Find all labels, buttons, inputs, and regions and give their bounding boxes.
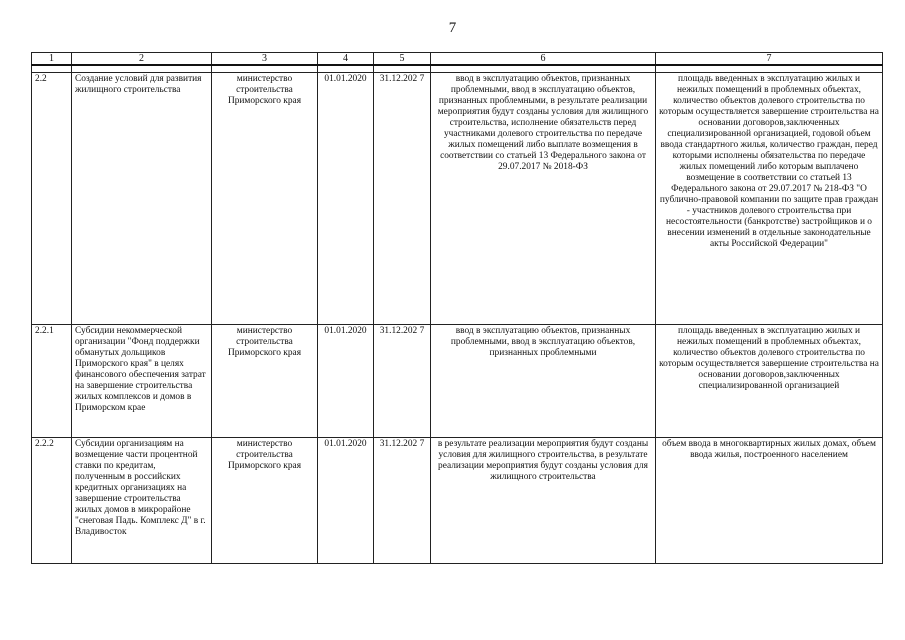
- activity-name: Субсидии организациям на возмещение части процентной ставки по кредитам, полученным в российских кредитных организациях на завершение строительства жилых домов в микрорайоне "снеговая Падь. Комплекс Д" в г. Владивосток: [72, 438, 212, 564]
- column-number: 6: [431, 53, 656, 66]
- page-number: 7: [448, 20, 457, 36]
- expected-result: в результате реализации мероприятия будут созданы условия для жилищного строительства, в результате реализации мероприятия будут созданы условия для жилищного строительства: [431, 438, 656, 564]
- item-number: 2.2.1: [32, 325, 72, 438]
- executor: министерство строительства Приморского края: [212, 73, 318, 325]
- column-number-row: [32, 53, 883, 66]
- item-number: 2.2: [32, 73, 72, 325]
- start-date: 01.01.2020: [318, 325, 374, 438]
- activity-name: Субсидии некоммерческой организации "Фонд поддержки обманутых дольщиков Приморского края" в целях финансового обеспечения затрат на завершение строительства жилых комплексов и домов в Приморском крае: [72, 325, 212, 438]
- indicator: площадь введенных в эксплуатацию жилых и нежилых помещений в проблемных объектах, количество объектов долевого строительства по которым осуществляется завершение строительства на основании договоров,заключенных специализированной организацией: [656, 325, 883, 438]
- table-row: [32, 325, 883, 438]
- start-date: 01.01.2020: [318, 73, 374, 325]
- item-number: 2.2.2: [32, 438, 72, 564]
- spacer-row: [32, 65, 883, 73]
- end-date: 31.12.202 7: [374, 325, 431, 438]
- end-date: 31.12.202 7: [374, 73, 431, 325]
- program-activities-table: [31, 52, 883, 564]
- column-number: 5: [374, 53, 431, 66]
- table-row: [32, 438, 883, 564]
- column-number: 1: [32, 53, 72, 66]
- end-date: 31.12.202 7: [374, 438, 431, 564]
- expected-result: ввод в эксплуатацию объектов, признанных проблемными, ввод в эксплуатацию объектов, признанных проблемными: [431, 325, 656, 438]
- executor: министерство строительства Приморского края: [212, 438, 318, 564]
- column-number: 4: [318, 53, 374, 66]
- column-number: 7: [656, 53, 883, 66]
- column-number: 3: [212, 53, 318, 66]
- column-number: 2: [72, 53, 212, 66]
- table-row: [32, 73, 883, 325]
- indicator: площадь введенных в эксплуатацию жилых и нежилых помещений в проблемных объектах, количество объектов долевого строительства по которым осуществляется завершение строительства на основании договоров,заключенных специализированной организацией, годовой объем ввода стандартного жилья, количество граждан, перед которыми исполнены обязательства по передаче жилых помещений либо которым выплачено возмещение в соответствии со статьей 13 Федерального закона от 29.07.2017 № 218-ФЗ "О публично-правовой компании по защите прав граждан - участников долевого строительства при несостоятельности (банкротстве) застройщиков и о внесении изменений в отдельные законодательные акты Российской Федерации": [656, 73, 883, 325]
- expected-result: ввод в эксплуатацию объектов, признанных проблемными, ввод в эксплуатацию объектов, признанных проблемными, в результате реализации мероприятия будут созданы условия для жилищного строительства, исполнение обязательств перед участниками долевого строительства по передаче жилых помещений либо выплате возмещения в соответствии со статьей 13 Федерального закона от 29.07.2017 № 2018-ФЗ: [431, 73, 656, 325]
- executor: министерство строительства Приморского края: [212, 325, 318, 438]
- indicator: объем ввода в многоквартирных жилых домах, объем ввода жилья, построенного населением: [656, 438, 883, 564]
- activity-name: Создание условий для развития жилищного строительства: [72, 73, 212, 325]
- start-date: 01.01.2020: [318, 438, 374, 564]
